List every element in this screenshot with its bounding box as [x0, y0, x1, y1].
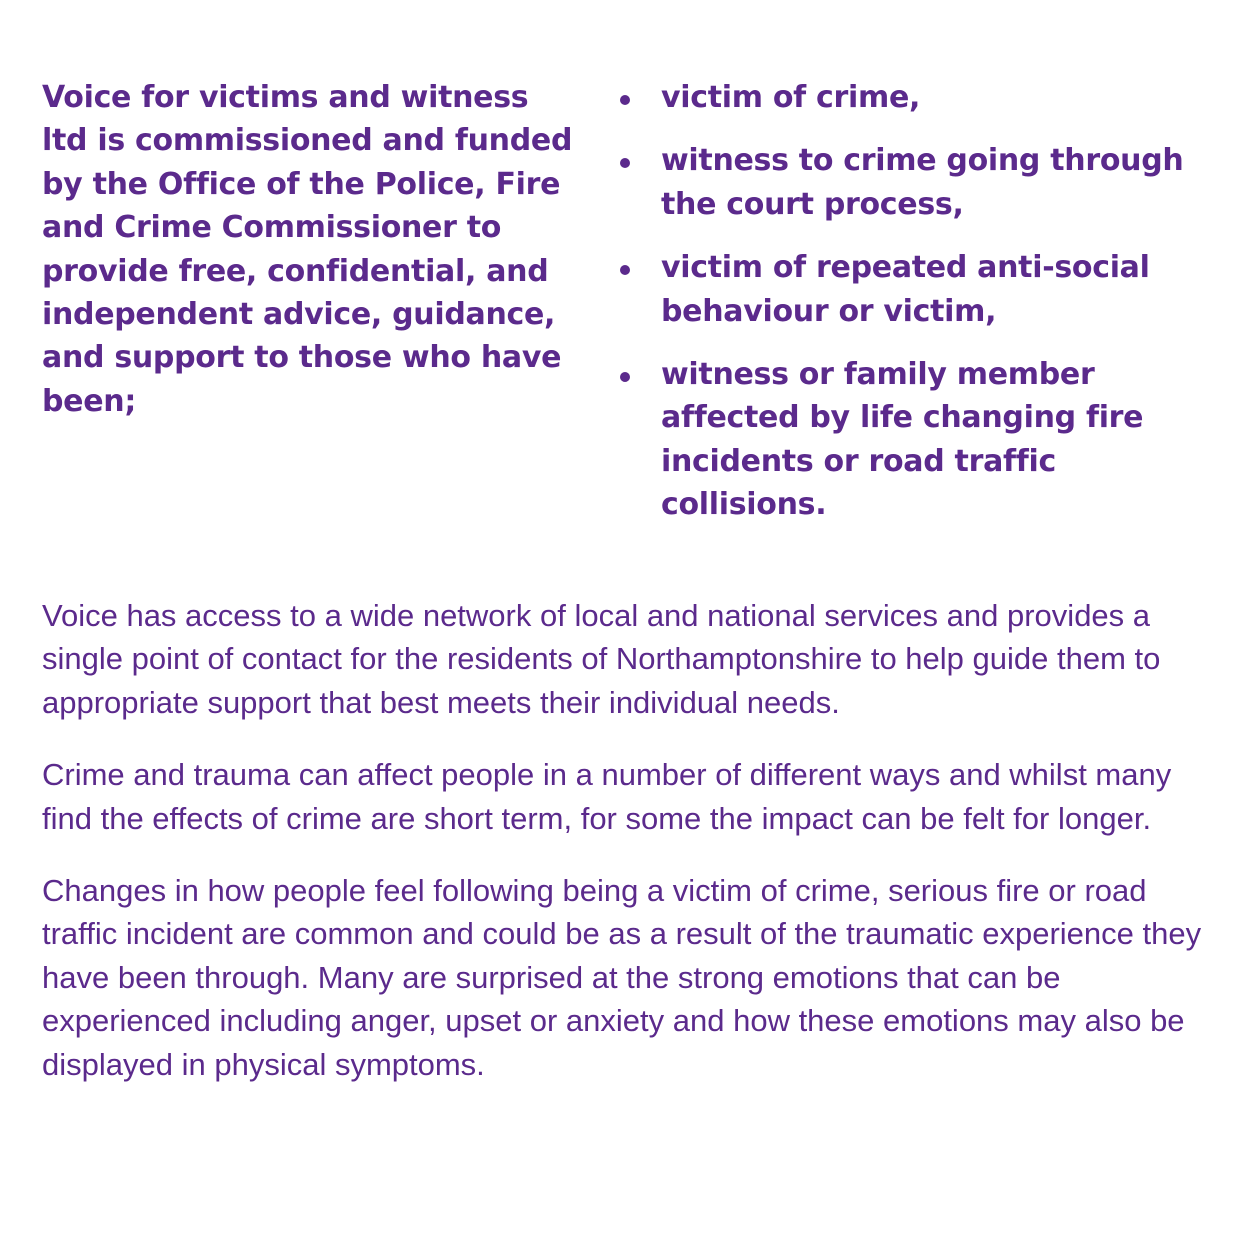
list-item-text: victim of repeated anti-social behaviour or victim,: [661, 250, 1150, 329]
paragraph-trauma: Crime and trauma can affect people in a number of different ways and whilst many find the effects of crime are short term, for some the impact can be felt for longer.: [42, 757, 1172, 836]
list-item-text: witness or family member affected by life changing fire incidents or road traffic collisions.: [661, 357, 1144, 523]
list-item-text: witness to crime going through the court process,: [661, 143, 1184, 222]
list-item: [620, 353, 1220, 527]
intro-text: Voice for victims and witness ltd is commissioned and funded by the Office of the Police, Fire and Crime Commissioner to provide free, confidential, and independent advice, guidance, and support to those who have been;: [42, 80, 573, 419]
bullet-icon: [620, 158, 630, 168]
support-list: [620, 76, 1220, 547]
list-item-text: victim of crime,: [661, 80, 921, 115]
paragraph-emotions: Changes in how people feel following being a victim of crime, serious fire or road traffic incident are common and could be as a result of the traumatic experience they have been through. Many are surprised at the strong emotions that can be experienced including anger, upset or anxiety and how these emotions may also be displayed in physical symptoms.: [42, 873, 1202, 1082]
bullet-icon: [620, 372, 630, 382]
bullet-icon: [620, 265, 630, 275]
body-text: [42, 594, 1212, 1115]
paragraph-services: Voice has access to a wide network of local and national services and provides a single point of contact for the residents of Northamptonshire to help guide them to appropriate support that best meets their individual needs.: [42, 598, 1161, 720]
bullet-icon: [620, 95, 630, 105]
list-item: [620, 139, 1220, 226]
list-item: [620, 76, 1220, 119]
list-item: [620, 246, 1220, 333]
